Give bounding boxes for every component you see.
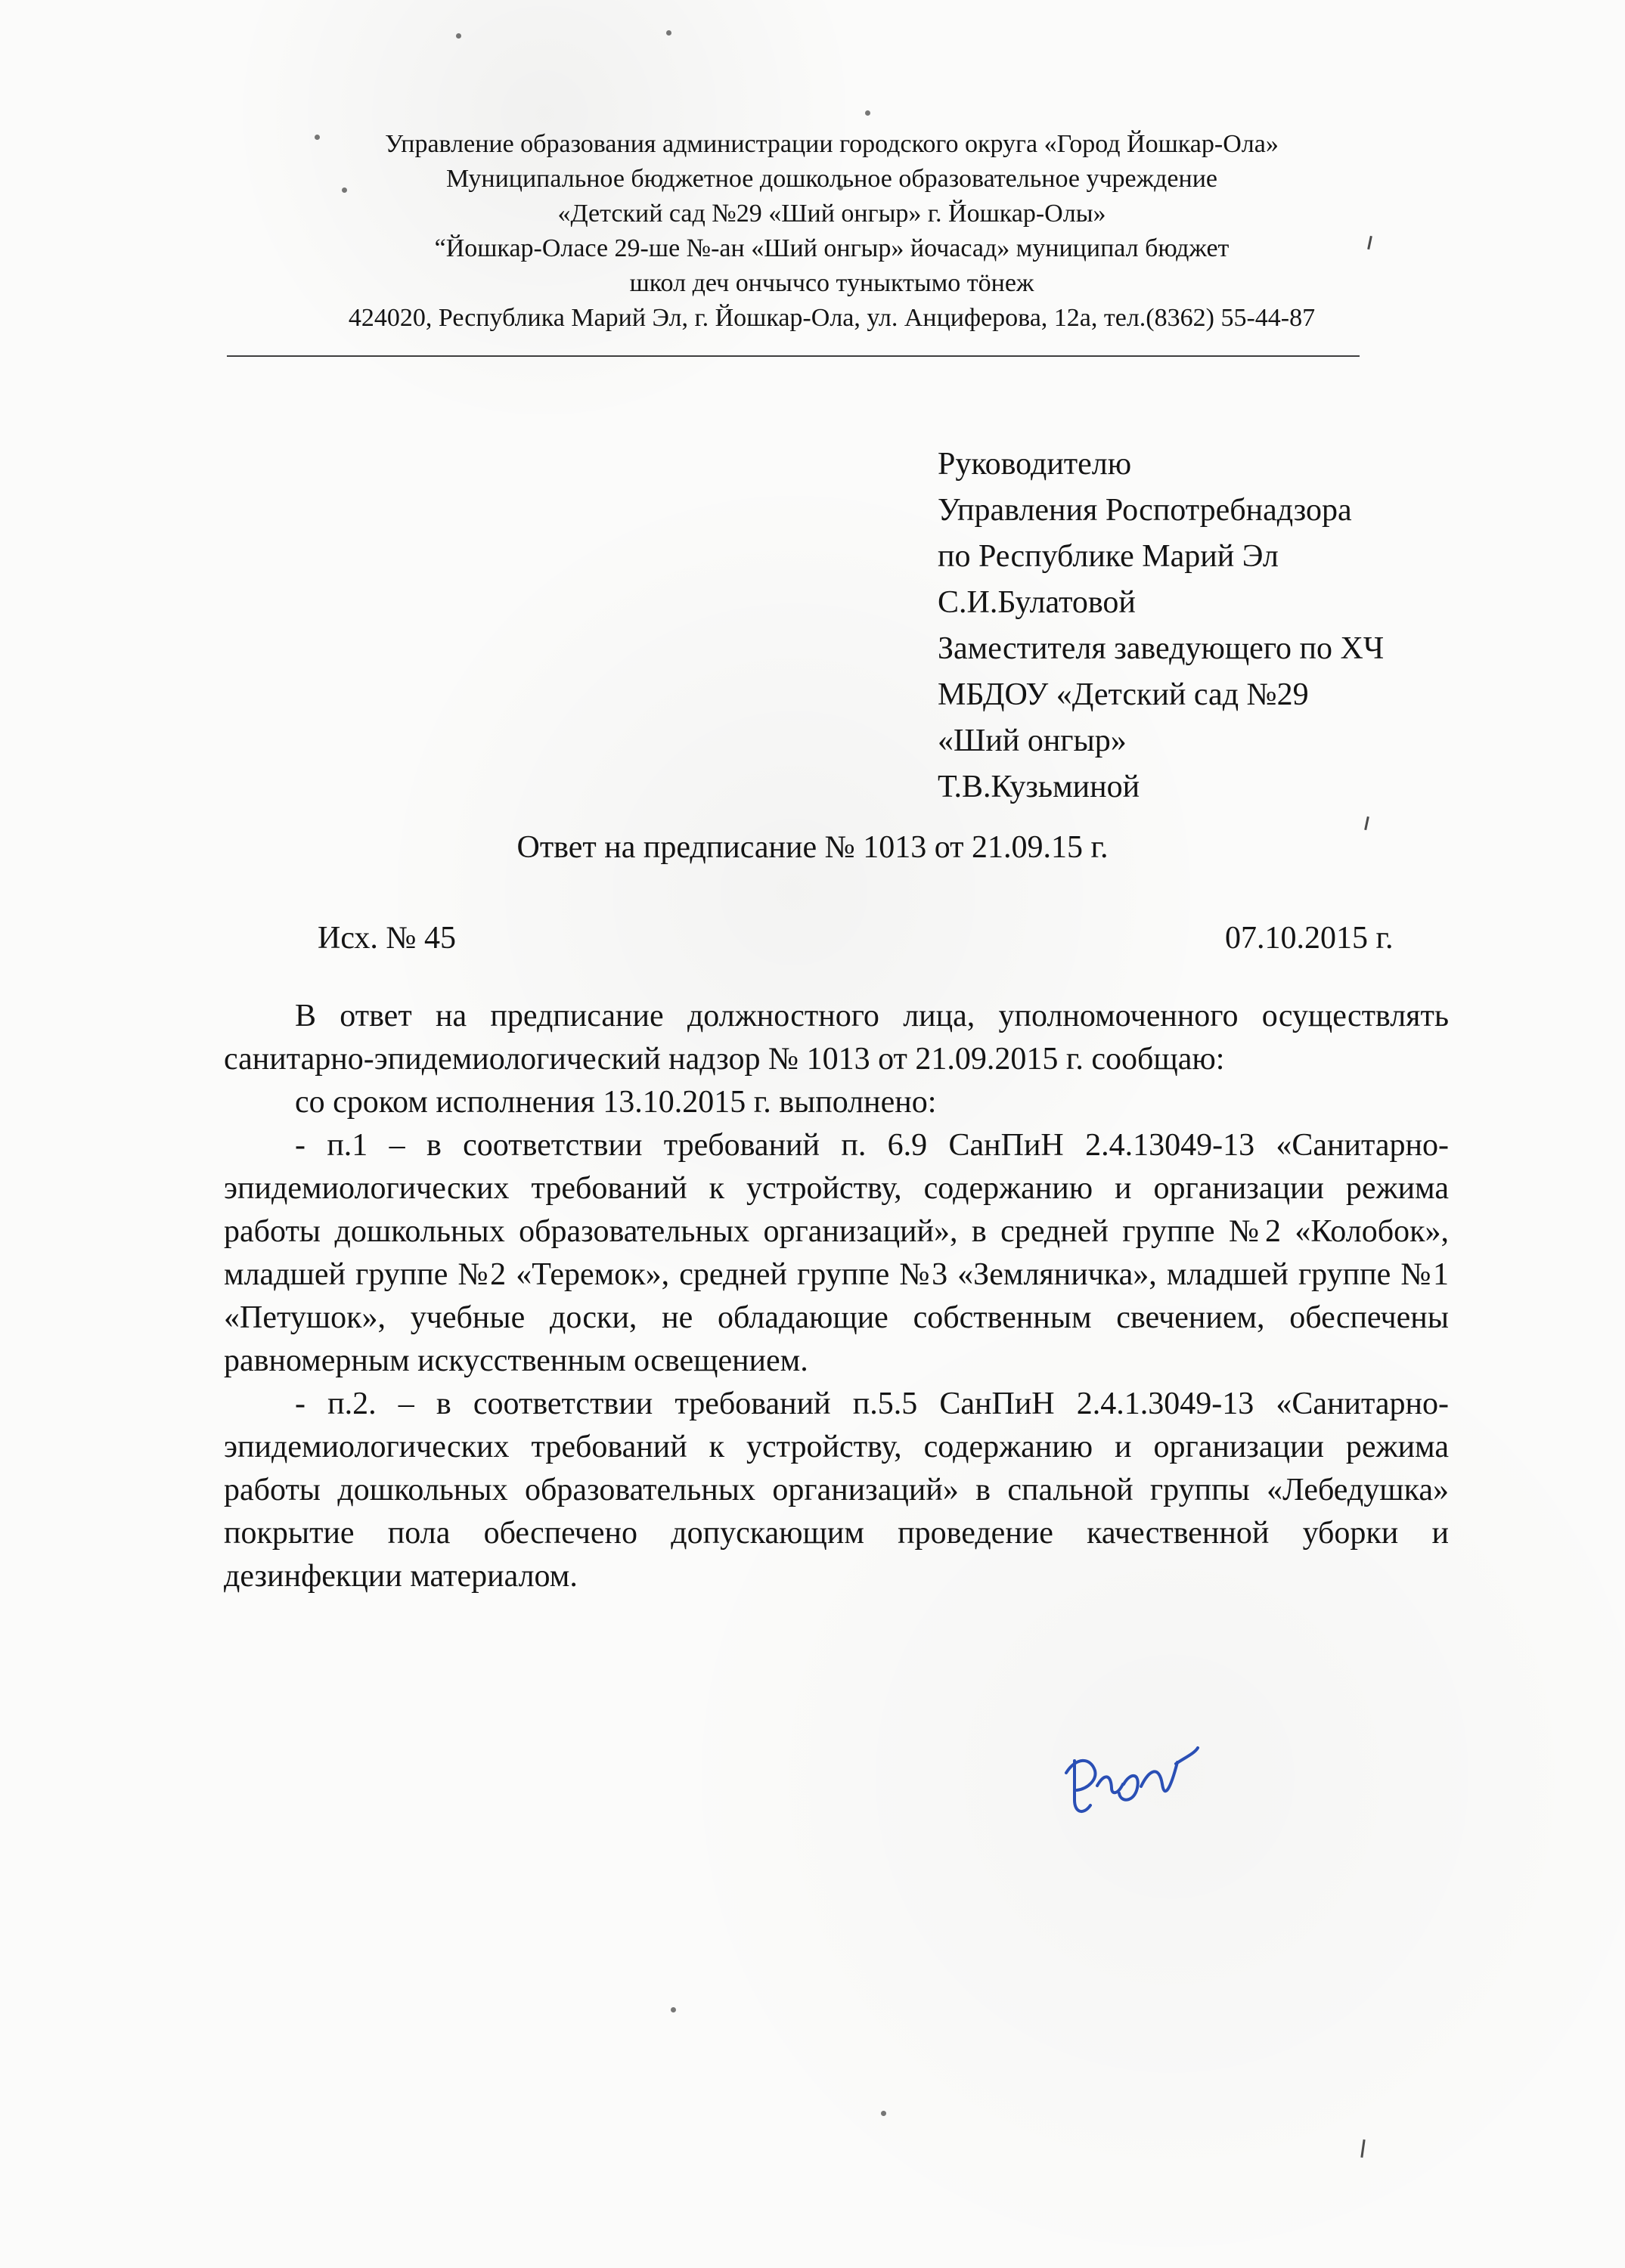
addressee-line: Руководителю	[938, 447, 1132, 482]
scan-speck	[666, 30, 671, 36]
letterhead-line: “Йошкар-Оласе 29-ше №-ан «Ший онгыр» йочасад» муниципал бюджет	[434, 234, 1230, 262]
addressee-line: по Республике Марий Эл	[938, 539, 1279, 574]
outgoing-number: Исх. № 45	[318, 921, 456, 956]
letterhead-line: «Детский сад №29 «Ший онгыр» г. Йошкар-Олы»	[557, 200, 1106, 228]
scan-mark	[1360, 2139, 1365, 2158]
handwritten-signature	[1051, 1740, 1202, 1823]
addressee-line: Управления Роспотребнадзора	[938, 493, 1352, 528]
sender-line: «Ший онгыр»	[938, 723, 1127, 758]
sender-line: Т.В.Кузьминой	[938, 770, 1140, 804]
scan-speck	[671, 2007, 676, 2012]
document-body	[224, 995, 1449, 1598]
body-deadline: со сроком исполнения 13.10.2015 г. выполнено:	[295, 1085, 937, 1120]
scan-speck	[881, 2111, 886, 2116]
letterhead-line: Управление образования администрации городского округа «Город Йошкар-Ола»	[385, 130, 1279, 158]
letterhead-divider	[227, 355, 1360, 357]
body-item: - п.1 – в соответствии требований п. 6.9 СанПиН 2.4.13049-13 «Санитарно-эпидемиологических требований к устройству, содержанию и организации режима работы дошкольных образовательных организаций», в средней группе №2 «Колобок», младшей группе №2 «Теремок», средней группе №3 «Земляничка», младшей группе №1 «Петушок», учебные доски, не обладающие собственным свечением, обеспечены равномерным искусственным освещением.	[224, 1128, 1449, 1378]
sender-line: МБДОУ «Детский сад №29	[938, 677, 1309, 712]
letterhead-line: школ деч ончычсо туныктымо тӧнеж	[629, 269, 1034, 297]
letterhead-line: Муниципальное бюджетное дошкольное образовательное учреждение	[446, 165, 1217, 193]
letterhead	[227, 127, 1437, 336]
addressee-block	[938, 442, 1467, 810]
document-subject: Ответ на предписание № 1013 от 21.09.15 г.	[516, 830, 1109, 865]
document-date: 07.10.2015 г.	[1225, 921, 1394, 956]
body-intro: В ответ на предписание должностного лица, уполномоченного осуществлять санитарно-эпидемиологический надзор № 1013 от 21.09.2015 г. сообщаю:	[224, 999, 1449, 1077]
scan-speck	[865, 110, 870, 116]
addressee-line: С.И.Булатовой	[938, 585, 1136, 620]
sender-line: Заместителя заведующего по ХЧ	[938, 631, 1385, 666]
letterhead-address: 424020, Республика Марий Эл, г. Йошкар-Ола, ул. Анциферова, 12а, тел.(8362) 55-44-87	[348, 304, 1316, 332]
scan-speck	[456, 33, 461, 39]
body-item: - п.2. – в соответствии требований п.5.5 СанПиН 2.4.1.3049-13 «Санитарно-эпидемиологических требований к устройству, содержанию и организации режима работы дошкольных образовательных организаций» в спальной группы «Лебедушка» покрытие пола обеспечено допускающим проведение качественной уборки и дезинфекции материалом.	[224, 1387, 1449, 1594]
